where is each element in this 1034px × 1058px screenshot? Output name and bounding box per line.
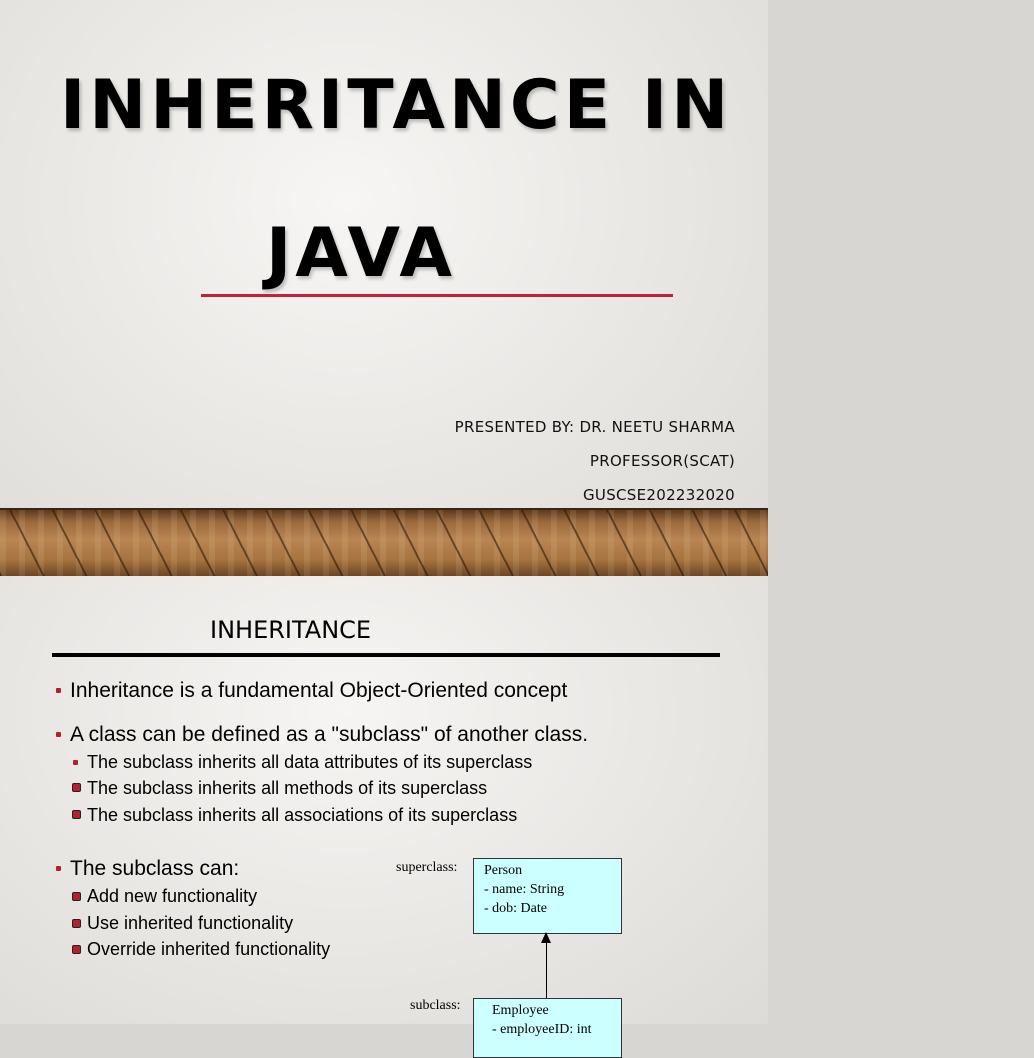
bullet-marker: [56, 732, 61, 737]
subclass-label: subclass:: [410, 998, 461, 1013]
title-slide: [0, 0, 768, 576]
sub-bullet-item: The subclass inherits all methods of its superclass: [87, 778, 488, 798]
subclass-box: [473, 998, 622, 1058]
sub-bullet-item: Override inherited functionality: [87, 939, 331, 959]
slide-heading: INHERITANCE: [210, 616, 372, 644]
sub-bullet-marker: [73, 760, 78, 765]
sub-bullet-marker: [72, 783, 81, 792]
bullet-item: Inheritance is a fundamental Object-Oriented concept: [70, 679, 568, 702]
bullet-item: The subclass can:: [70, 857, 240, 880]
heading-rule: [52, 653, 720, 657]
slide-title-line1: INHERITANCE IN: [60, 66, 733, 145]
bullet-marker: [56, 688, 61, 693]
presenter-title: PROFESSOR(SCAT): [589, 452, 735, 470]
sub-bullet-item: Use inherited functionality: [87, 913, 294, 933]
sub-bullet-item: The subclass inherits all associations of its superclass: [87, 805, 518, 825]
bullet-marker: [56, 866, 61, 871]
superclass-name: Person: [484, 863, 523, 878]
sub-bullet-item: Add new functionality: [87, 886, 258, 906]
inheritance-arrow-line: [546, 942, 547, 998]
superclass-label: superclass:: [396, 860, 458, 875]
subclass-attribute: - employeeID: int: [492, 1022, 592, 1037]
content-slide: [0, 576, 768, 1037]
presenter-name: PRESENTED BY: DR. NEETU SHARMA: [454, 418, 735, 436]
subclass-name: Employee: [492, 1003, 549, 1018]
sub-bullet-marker: [72, 810, 81, 819]
superclass-box: [473, 858, 622, 934]
bullet-item: A class can be defined as a "subclass" of another class.: [70, 723, 589, 746]
superclass-attribute: - name: String: [484, 882, 565, 897]
wood-floor-decoration: [0, 510, 768, 576]
presenter-id: GUSCSE202232020: [583, 486, 735, 504]
superclass-attribute: - dob: Date: [484, 901, 547, 916]
sub-bullet-item: The subclass inherits all data attributes of its superclass: [87, 752, 533, 772]
slide-title-line2: JAVA: [266, 214, 456, 293]
title-underline: [201, 294, 673, 297]
sub-bullet-marker: [72, 919, 81, 928]
sub-bullet-marker: [72, 892, 81, 901]
sub-bullet-marker: [72, 945, 81, 954]
